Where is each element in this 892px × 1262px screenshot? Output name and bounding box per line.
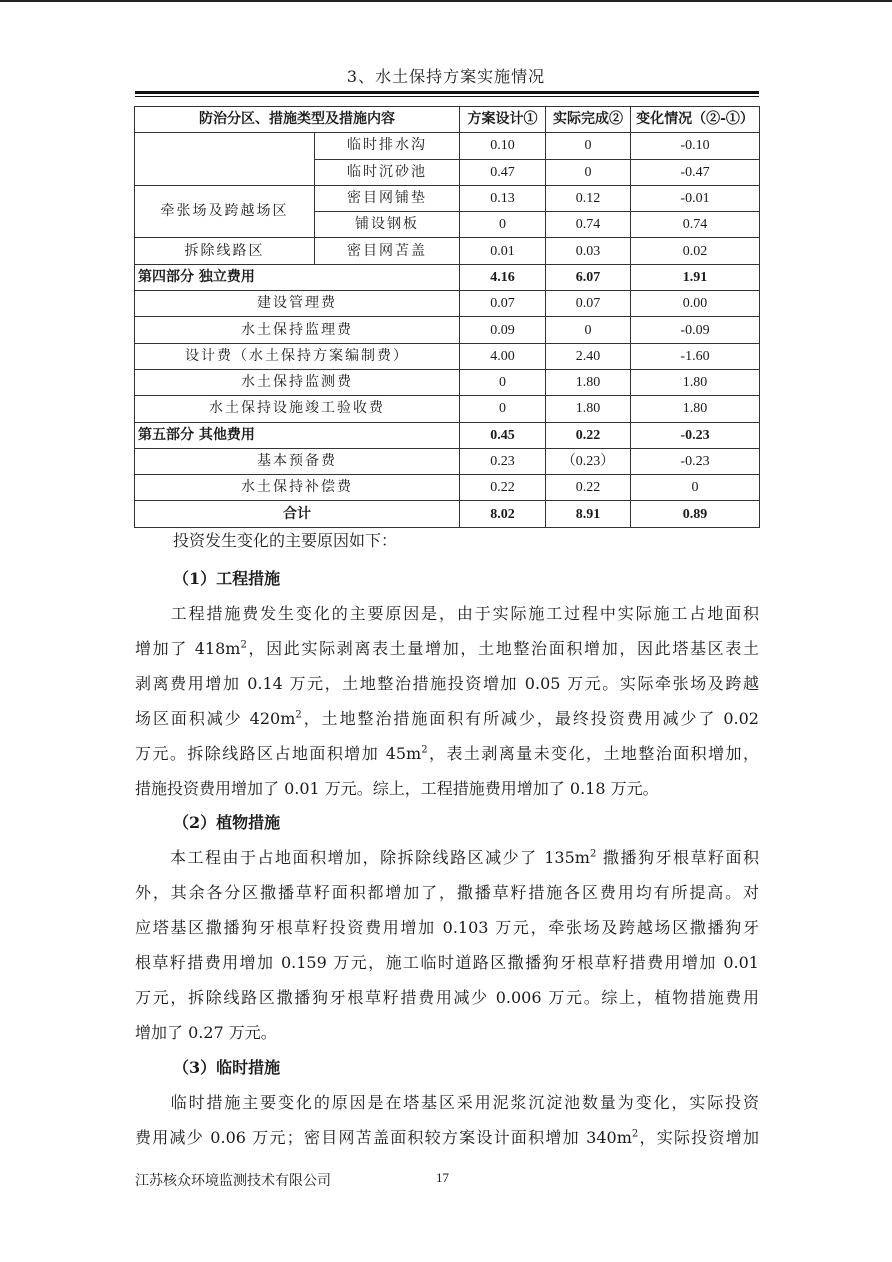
plan-cell: 8.02 xyxy=(460,501,546,527)
zone-cell: 拆除线路区 xyxy=(135,238,315,264)
actual-cell: 8.91 xyxy=(546,501,631,527)
paragraph-line: 增加了 0.27 万元。 xyxy=(135,1023,277,1042)
section-heading-vegetation: （2）植物措施 xyxy=(173,813,281,832)
change-cell: -0.23 xyxy=(631,448,760,474)
paragraph-line: 根草籽措费用增加 0.159 万元，施工临时道路区撒播狗牙根草籽措费用增加 0.01 xyxy=(135,953,759,972)
change-cell: -0.01 xyxy=(631,185,760,211)
table-row xyxy=(135,291,760,317)
item-label-cell: 水土保持设施竣工验收费 xyxy=(135,396,460,422)
intro-paragraph: 投资发生变化的主要原因如下： xyxy=(173,531,398,550)
table-row xyxy=(135,185,760,211)
actual-cell: （0.23） xyxy=(546,448,631,474)
actual-cell: 1.80 xyxy=(546,396,631,422)
paragraph-line: 场区面积减少 $420m^2$，土地整治措施面积有所减少，最终投资费用减少了 0.02 xyxy=(135,709,759,728)
actual-cell: 6.07 xyxy=(546,264,631,290)
section-heading-temporary: （3）临时措施 xyxy=(173,1058,281,1077)
column-header: 实际完成② xyxy=(546,107,631,133)
table-row xyxy=(135,133,760,159)
paragraph-line: 措施投资费用增加了 0.01 万元。综上，工程措施费用增加了 0.18 万元。 xyxy=(135,779,659,798)
footer-company-name: 江苏核众环境监测技术有限公司 xyxy=(135,1173,331,1189)
change-cell: 0.74 xyxy=(631,212,760,238)
actual-cell: 0 xyxy=(546,159,631,185)
table-row-section xyxy=(135,422,760,448)
zone-cell: 牵张场及跨越场区 xyxy=(135,185,315,238)
change-cell: -0.09 xyxy=(631,317,760,343)
actual-cell: 1.80 xyxy=(546,369,631,395)
change-cell: 0 xyxy=(631,475,760,501)
table-row xyxy=(135,238,760,264)
paragraph-line: 外，其余各分区撒播草籽面积都增加了，撒播草籽措施各区费用均有所提高。对 xyxy=(135,883,759,902)
paragraph-line: 本工程由于占地面积增加，除拆除线路区减少了 $135m^2$ 撒播狗牙根草籽面积 xyxy=(135,848,759,867)
paragraph-line: 费用减少 0.06 万元；密目网苫盖面积较方案设计面积增加 $340m^2$，实际投资增加 xyxy=(135,1128,759,1147)
investment-table xyxy=(134,106,760,528)
measure-cell: 临时沉砂池 xyxy=(315,159,460,185)
change-cell: 0.00 xyxy=(631,291,760,317)
change-cell: 1.80 xyxy=(631,369,760,395)
zone-cell xyxy=(135,133,315,186)
plan-cell: 0.22 xyxy=(460,475,546,501)
plan-cell: 0 xyxy=(460,212,546,238)
page-number: 17 xyxy=(436,1170,449,1185)
paragraph-line: 万元，拆除线路区撒播狗牙根草籽措费用减少 0.006 万元。综上，植物措施费用 xyxy=(135,988,759,1007)
plan-cell: 0.01 xyxy=(460,238,546,264)
item-label-cell: 水土保持监测费 xyxy=(135,369,460,395)
item-label-cell: 水土保持监理费 xyxy=(135,317,460,343)
actual-cell: 0.74 xyxy=(546,212,631,238)
paragraph-line: 应塔基区撒播狗牙根草籽投资费用增加 0.103 万元，牵张场及跨越场区撒播狗牙 xyxy=(135,918,759,937)
change-cell: 1.91 xyxy=(631,264,760,290)
paragraph-line: 万元。拆除线路区占地面积增加 $45m^2$，表土剥离量未变化，土地整治面积增加， xyxy=(135,744,759,763)
paragraph-line: 临时措施主要变化的原因是在塔基区采用泥浆沉淀池数量为变化，实际投资 xyxy=(135,1093,759,1112)
page-top-border xyxy=(0,0,892,2)
change-cell: 1.80 xyxy=(631,396,760,422)
plan-cell: 0.23 xyxy=(460,448,546,474)
section-label-cell: 第四部分 独立费用 xyxy=(135,264,460,290)
actual-cell: 0.07 xyxy=(546,291,631,317)
measure-cell: 密目网苫盖 xyxy=(315,238,460,264)
actual-cell: 0 xyxy=(546,317,631,343)
plan-cell: 0 xyxy=(460,369,546,395)
item-label-cell: 水土保持补偿费 xyxy=(135,475,460,501)
table-row xyxy=(135,369,760,395)
table-header-row xyxy=(135,107,760,133)
change-cell: -0.23 xyxy=(631,422,760,448)
measure-cell: 临时排水沟 xyxy=(315,133,460,159)
change-cell: -0.10 xyxy=(631,133,760,159)
plan-cell: 0 xyxy=(460,396,546,422)
plan-cell: 4.16 xyxy=(460,264,546,290)
table-row xyxy=(135,448,760,474)
section-heading-engineering: （1）工程措施 xyxy=(173,569,281,588)
table-row xyxy=(135,317,760,343)
measure-cell: 铺设钢板 xyxy=(315,212,460,238)
change-cell: -0.47 xyxy=(631,159,760,185)
plan-cell: 4.00 xyxy=(460,343,546,369)
column-header: 方案设计① xyxy=(460,107,546,133)
table-row xyxy=(135,343,760,369)
column-header: 变化情况（②-①） xyxy=(631,107,760,133)
plan-cell: 0.10 xyxy=(460,133,546,159)
actual-cell: 2.40 xyxy=(546,343,631,369)
plan-cell: 0.07 xyxy=(460,291,546,317)
paragraph-line: 剥离费用增加 0.14 万元，土地整治措施投资增加 0.05 万元。实际牵张场及跨越 xyxy=(135,674,759,693)
section-label-cell: 第五部分 其他费用 xyxy=(135,422,460,448)
item-label-cell: 建设管理费 xyxy=(135,291,460,317)
plan-cell: 0.13 xyxy=(460,185,546,211)
page-header-title: 3、水土保持方案实施情况 xyxy=(346,67,546,86)
column-header: 防治分区、措施类型及措施内容 xyxy=(135,107,460,133)
change-cell: 0.89 xyxy=(631,501,760,527)
plan-cell: 0.09 xyxy=(460,317,546,343)
total-label-cell: 合计 xyxy=(135,501,460,527)
actual-cell: 0.03 xyxy=(546,238,631,264)
actual-cell: 0.22 xyxy=(546,422,631,448)
measure-cell: 密目网铺垫 xyxy=(315,185,460,211)
actual-cell: 0.12 xyxy=(546,185,631,211)
change-cell: 0.02 xyxy=(631,238,760,264)
item-label-cell: 基本预备费 xyxy=(135,448,460,474)
table-row xyxy=(135,475,760,501)
actual-cell: 0.22 xyxy=(546,475,631,501)
header-rule-thin xyxy=(135,96,759,97)
table-row-section xyxy=(135,264,760,290)
table-row xyxy=(135,396,760,422)
change-cell: -1.60 xyxy=(631,343,760,369)
actual-cell: 0 xyxy=(546,133,631,159)
item-label-cell: 设计费（水土保持方案编制费） xyxy=(135,343,460,369)
plan-cell: 0.45 xyxy=(460,422,546,448)
paragraph-line: 增加了 $418m^2$，因此实际剥离表土量增加，土地整治面积增加，因此塔基区表土 xyxy=(135,639,759,658)
header-rule-thick xyxy=(135,91,759,94)
plan-cell: 0.47 xyxy=(460,159,546,185)
paragraph-line: 工程措施费发生变化的主要原因是，由于实际施工过程中实际施工占地面积 xyxy=(135,604,759,623)
